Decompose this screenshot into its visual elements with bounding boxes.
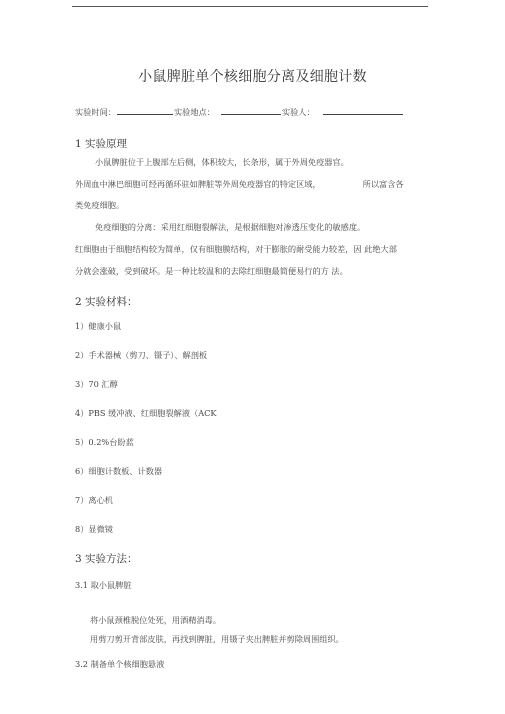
section-2-heading: 2 实验材料： (75, 296, 138, 308)
material-item: 2）手术器械（剪刀、镊子）、解剖板 (75, 350, 208, 360)
material-item: 7）离心机 (75, 495, 113, 505)
section-1-paragraph-1: 小鼠脾脏位于上腹部左后侧，体积较大，长条形，属于外周免疫器官。 (95, 157, 349, 167)
place-label: 实验地点： (173, 107, 215, 117)
section-3-subheading-2: 3.2 制备单个核细胞悬液 (75, 659, 165, 669)
section-3-paragraph-2: 用剪刀剪开背部皮肤，再找到脾脏，用镊子夹出脾脏并剪除周围组织。 (90, 634, 344, 644)
section-1-paragraph-2-part-b: 所以富含各 (362, 179, 404, 189)
section-1-paragraph-4: 红细胞由于细胞结构较为简单，仅有细胞膜结构，对于膨胀的耐受能力较差，因 此绝大部 (75, 244, 397, 254)
section-1-paragraph-4-continued: 分就会涨破，受到破坏。是一种比较温和的去除红细胞最简便易行的方 法。 (75, 266, 348, 276)
section-3-paragraph-1: 将小鼠颈椎脱位处死，用酒精消毒。 (90, 615, 222, 625)
material-item: 4）PBS 缓冲液、红细胞裂解液（ACK (75, 408, 217, 418)
place-blank (221, 105, 281, 115)
section-3-subheading-1: 3.1 取小鼠脾脏 (75, 580, 132, 590)
person-label: 实验人： (281, 107, 315, 117)
time-label: 实验时间： (75, 107, 116, 117)
section-1-paragraph-3: 免疫细胞的分离：采用红细胞裂解法，是根据细胞对渗透压变化的敏感度。 (95, 222, 366, 232)
section-1-heading: 1 实验原理 (75, 138, 128, 150)
section-1-paragraph-2-continued: 类免疫细胞。 (75, 200, 125, 210)
top-rule (72, 6, 428, 7)
section-1-paragraph-2-part-a: 外周血中淋巴细胞可经再循环驻如脾脏等外周免疫器官的特定区域， (75, 179, 321, 189)
material-item: 8）显微镜 (75, 524, 113, 534)
section-1-paragraph-2 (75, 179, 404, 190)
material-item: 1）健康小鼠 (75, 321, 122, 331)
person-blank (323, 105, 403, 115)
time-blank (117, 105, 173, 115)
section-3-heading: 3 实验方法： (75, 553, 138, 565)
experiment-meta-line (75, 105, 404, 118)
document-title: 小鼠脾脏单个核细胞分离及细胞计数 (138, 69, 367, 85)
material-item: 5）0.2%台盼蓝 (75, 437, 134, 447)
material-item: 6）细胞计数板、计数器 (75, 466, 163, 476)
material-item: 3）70 汇醇 (75, 379, 118, 389)
